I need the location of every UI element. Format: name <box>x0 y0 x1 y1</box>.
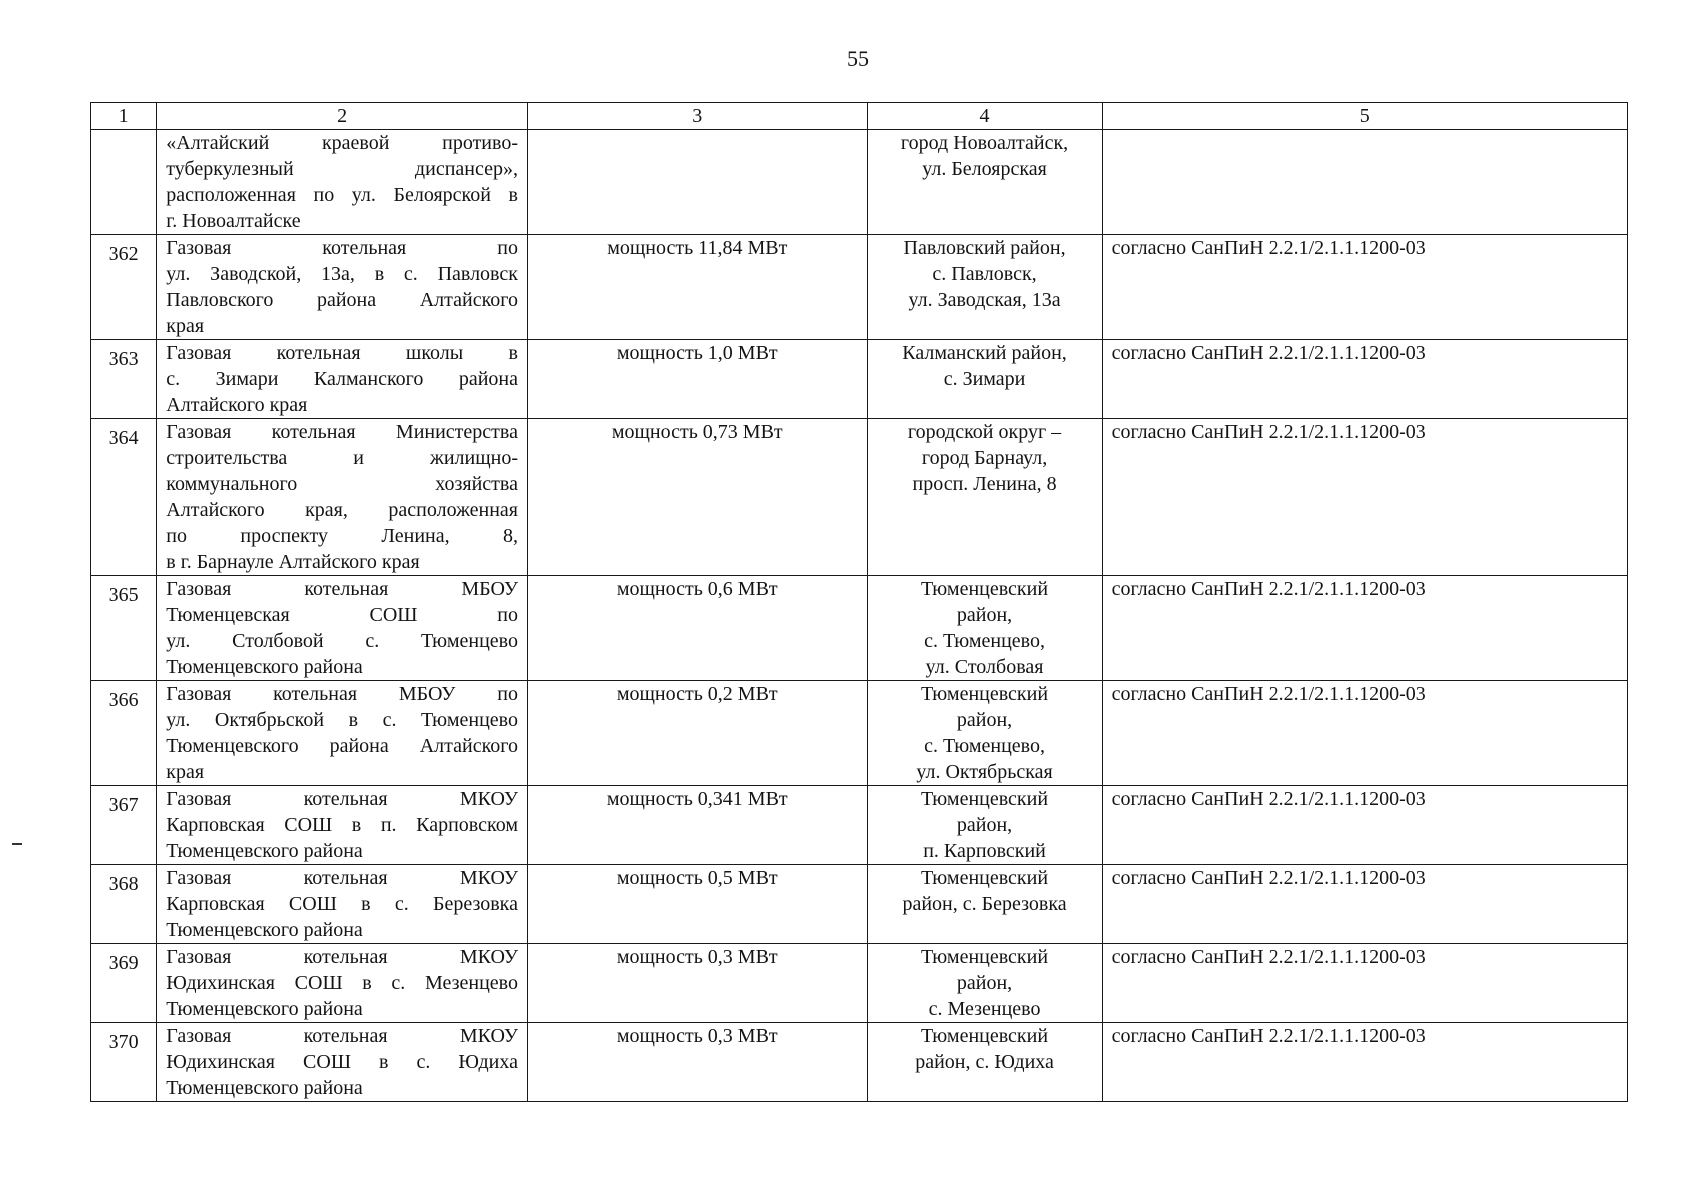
facility-name-line: ул. Заводской, 13а, в с. Павловск <box>166 263 518 285</box>
table-row <box>91 576 1628 681</box>
facility-name-line: Тюменцевского района <box>166 1077 363 1099</box>
facility-name-line: Тюменцевского района <box>166 998 363 1020</box>
table-row <box>91 786 1628 865</box>
facility-location <box>867 130 1102 235</box>
facility-name <box>157 235 528 340</box>
facility-location-line: Тюменцевский <box>921 683 1049 705</box>
facility-name-line: Тюменцевского района <box>166 656 363 678</box>
facility-name-line: Карповская СОШ в с. Березовка <box>166 893 518 915</box>
facility-name <box>157 130 528 235</box>
sanitary-zone-note: согласно СанПиН 2.2.1/2.1.1.1200-03 <box>1102 576 1627 681</box>
facility-name <box>157 865 528 944</box>
facility-location-line: город Барнаул, <box>921 447 1048 469</box>
facility-name-line: ул. Столбовой с. Тюменцево <box>166 630 518 652</box>
facility-name-line: Тюменцевского района <box>166 840 363 862</box>
table-row <box>91 1023 1628 1102</box>
facility-name-line: Газовая котельная школы в <box>166 342 518 364</box>
facility-location-line: город Новоалтайск, <box>900 132 1069 154</box>
facility-location-line: Калманский район, <box>902 342 1067 364</box>
facility-location <box>867 1023 1102 1102</box>
facility-location-line: Тюменцевский <box>921 1025 1049 1047</box>
facility-location-line: Павловский район, <box>903 237 1066 259</box>
facility-name-line: с. Зимари Калманского района <box>166 368 518 390</box>
facility-location-line: Тюменцевский <box>921 788 1049 810</box>
col-header-3: 3 <box>527 103 867 130</box>
facility-name-line: края <box>166 761 205 783</box>
table-row <box>91 865 1628 944</box>
facility-location-line: район, с. Юдиха <box>915 1051 1054 1073</box>
facilities-table <box>90 102 1628 1102</box>
facility-location <box>867 235 1102 340</box>
sanitary-zone-note: согласно СанПиН 2.2.1/2.1.1.1200-03 <box>1102 944 1627 1023</box>
table-row <box>91 419 1628 576</box>
facility-capacity: мощность 11,84 МВт <box>527 235 867 340</box>
facility-capacity: мощность 0,6 МВт <box>527 576 867 681</box>
facility-location-line: ул. Октябрьская <box>916 761 1053 783</box>
facility-name-line: Юдихинская СОШ в с. Юдиха <box>166 1051 518 1073</box>
facility-name-line: Алтайского края, расположенная <box>166 499 518 521</box>
facility-capacity <box>527 130 867 235</box>
facility-capacity: мощность 0,3 МВт <box>527 944 867 1023</box>
facility-name-line: коммунального хозяйства <box>166 473 518 495</box>
facility-capacity: мощность 0,5 МВт <box>527 865 867 944</box>
facility-name-line: в г. Барнауле Алтайского края <box>166 551 420 573</box>
sanitary-zone-note: согласно СанПиН 2.2.1/2.1.1.1200-03 <box>1102 681 1627 786</box>
table-row <box>91 681 1628 786</box>
row-number: 365 <box>91 576 157 681</box>
facility-location <box>867 944 1102 1023</box>
facility-name-line: по проспекту Ленина, 8, <box>166 525 518 547</box>
facility-location-line: просп. Ленина, 8 <box>912 473 1057 495</box>
facility-name-line: «Алтайский краевой противо- <box>166 132 518 154</box>
sanitary-zone-note: согласно СанПиН 2.2.1/2.1.1.1200-03 <box>1102 340 1627 419</box>
facility-location <box>867 576 1102 681</box>
facility-name-line: Карповская СОШ в п. Карповском <box>166 814 518 836</box>
facility-name <box>157 1023 528 1102</box>
facility-name-line: строительства и жилищно- <box>166 447 518 469</box>
facility-location-line: Тюменцевский <box>921 867 1049 889</box>
facility-location-line: п. Карповский <box>923 840 1046 862</box>
facility-name-line: Газовая котельная МКОУ <box>166 946 518 968</box>
facility-capacity: мощность 0,341 МВт <box>527 786 867 865</box>
table-row <box>91 340 1628 419</box>
facility-location <box>867 340 1102 419</box>
facility-name <box>157 786 528 865</box>
facility-location-line: городской округ – <box>907 421 1062 443</box>
facility-location-line: Тюменцевский <box>921 578 1049 600</box>
sanitary-zone-note: согласно СанПиН 2.2.1/2.1.1.1200-03 <box>1102 419 1627 576</box>
sanitary-zone-note: согласно СанПиН 2.2.1/2.1.1.1200-03 <box>1102 786 1627 865</box>
margin-mark <box>12 843 22 845</box>
facility-capacity: мощность 1,0 МВт <box>527 340 867 419</box>
facility-location-line: с. Мезенцево <box>928 998 1041 1020</box>
facility-name <box>157 576 528 681</box>
facility-location-line: с. Тюменцево, <box>924 735 1045 757</box>
row-number: 368 <box>91 865 157 944</box>
facility-name-line: Газовая котельная МБОУ по <box>166 683 518 705</box>
table-row <box>91 944 1628 1023</box>
row-number: 363 <box>91 340 157 419</box>
facility-name-line: Юдихинская СОШ в с. Мезенцево <box>166 972 518 994</box>
facility-name-line: Газовая котельная Министерства <box>166 421 518 443</box>
sanitary-zone-note: согласно СанПиН 2.2.1/2.1.1.1200-03 <box>1102 865 1627 944</box>
facility-location <box>867 786 1102 865</box>
facility-capacity: мощность 0,3 МВт <box>527 1023 867 1102</box>
facility-location-line: с. Павловск, <box>932 263 1037 285</box>
facility-capacity: мощность 0,2 МВт <box>527 681 867 786</box>
facility-location-line: район, <box>956 604 1013 626</box>
facility-location <box>867 681 1102 786</box>
row-number: 362 <box>91 235 157 340</box>
facility-name-line: Алтайского края <box>166 394 308 416</box>
row-number: 367 <box>91 786 157 865</box>
facility-location-line: ул. Белоярская <box>922 158 1047 180</box>
row-number <box>91 130 157 235</box>
facility-name <box>157 944 528 1023</box>
col-header-1: 1 <box>91 103 157 130</box>
header-row <box>91 103 1628 130</box>
table-row <box>91 130 1628 235</box>
facility-name-line: Газовая котельная МКОУ <box>166 867 518 889</box>
facility-location-line: с. Тюменцево, <box>924 630 1045 652</box>
row-number: 364 <box>91 419 157 576</box>
col-header-2: 2 <box>157 103 528 130</box>
sanitary-zone-note <box>1102 130 1627 235</box>
facility-location-line: ул. Столбовая <box>925 656 1044 678</box>
facility-name-line: ул. Октябрьской в с. Тюменцево <box>166 709 518 731</box>
facility-capacity: мощность 0,73 МВт <box>527 419 867 576</box>
row-number: 370 <box>91 1023 157 1102</box>
facility-location-line: район, <box>956 972 1013 994</box>
facility-location-line: район, <box>956 814 1013 836</box>
facility-name-line: Газовая котельная МКОУ <box>166 1025 518 1047</box>
facility-location <box>867 419 1102 576</box>
facility-location-line: район, <box>956 709 1013 731</box>
facility-name <box>157 681 528 786</box>
facility-location-line: район, с. Березовка <box>902 893 1067 915</box>
facility-location-line: Тюменцевский <box>921 946 1049 968</box>
sanitary-zone-note: согласно СанПиН 2.2.1/2.1.1.1200-03 <box>1102 235 1627 340</box>
page-number: 55 <box>847 46 869 71</box>
facility-location-line: с. Зимари <box>943 368 1026 390</box>
facility-name <box>157 419 528 576</box>
facility-name-line: края <box>166 315 205 337</box>
facility-name-line: туберкулезный диспансер», <box>166 158 518 180</box>
table-row <box>91 235 1628 340</box>
table-body <box>91 130 1628 1102</box>
row-number: 369 <box>91 944 157 1023</box>
facility-name-line: Тюменцевского района Алтайского <box>166 735 518 757</box>
col-header-5: 5 <box>1102 103 1627 130</box>
facility-name-line: расположенная по ул. Белоярской в <box>166 184 518 206</box>
row-number: 366 <box>91 681 157 786</box>
facility-name-line: Павловского района Алтайского <box>166 289 518 311</box>
facility-name-line: Газовая котельная МБОУ <box>166 578 518 600</box>
facility-name-line: Газовая котельная МКОУ <box>166 788 518 810</box>
facility-name-line: г. Новоалтайске <box>166 210 301 232</box>
col-header-4: 4 <box>867 103 1102 130</box>
facility-name-line: Тюменцевского района <box>166 919 363 941</box>
facility-name-line: Тюменцевская СОШ по <box>166 604 518 626</box>
sanitary-zone-note: согласно СанПиН 2.2.1/2.1.1.1200-03 <box>1102 1023 1627 1102</box>
facility-name <box>157 340 528 419</box>
facility-name-line: Газовая котельная по <box>166 237 518 259</box>
facility-location <box>867 865 1102 944</box>
facility-location-line: ул. Заводская, 13а <box>908 289 1061 311</box>
